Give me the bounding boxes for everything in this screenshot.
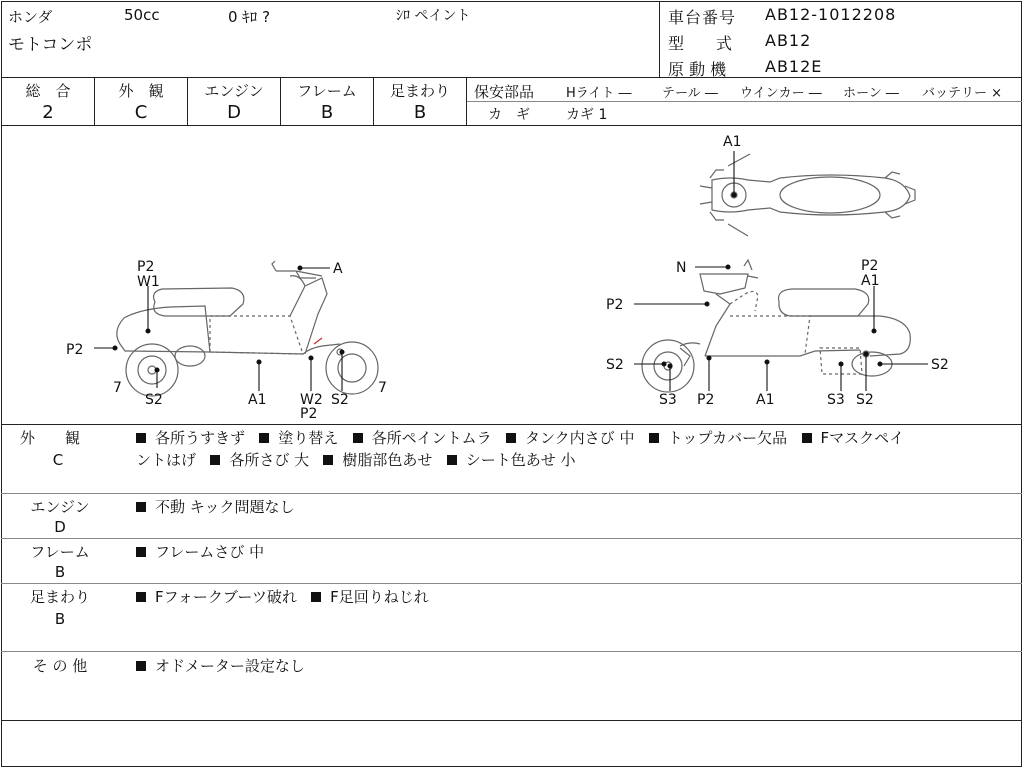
model-name: モトコンポ: [8, 35, 93, 55]
engine-code: AB12E: [765, 57, 823, 76]
frame-no-label: 車台番号: [668, 8, 737, 27]
section-exterior-title: 外 観: [19, 429, 80, 447]
safety-battery: バッテリー ×: [922, 86, 1003, 101]
section-engine-title: エンジン: [30, 498, 90, 516]
grade-suspension-value: B: [413, 102, 427, 123]
label-right-s3a: S3: [659, 392, 677, 408]
safety-tail: テール ―: [662, 86, 718, 101]
label-left-w1: W1: [137, 274, 160, 290]
safety-horn: ホーン ―: [843, 86, 899, 101]
label-top-a1: A1: [723, 134, 742, 150]
label-right-p2-side: P2: [606, 297, 624, 313]
section-engine-grade: D: [54, 518, 66, 536]
label-right-s2-bottom: S2: [856, 392, 874, 408]
label-left-7a: 7: [113, 380, 122, 396]
section-exterior-grade: C: [52, 451, 64, 469]
key-label: カ ギ: [488, 107, 530, 123]
label-left-w2: W2: [300, 392, 323, 408]
section-engine-line1: 不動 キック問題なし: [136, 496, 294, 518]
label-left-p2-top: P2: [137, 259, 155, 275]
section-suspension-title: 足まわり: [29, 588, 90, 606]
section-frame-grade: B: [54, 563, 66, 581]
engine-label: 原 動 機: [668, 60, 727, 79]
label-left-a: A: [333, 261, 343, 277]
section-frame-line1: フレームさび 中: [136, 541, 264, 563]
displacement: 50cc: [124, 6, 160, 24]
grade-frame-value: B: [320, 102, 334, 123]
label-right-a1-top: A1: [861, 273, 880, 289]
scooter-diagram: [0, 126, 1024, 424]
key-value: カギ 1: [566, 107, 608, 123]
maker: ホンダ: [8, 8, 53, 26]
label-right-s2-left: S2: [606, 357, 624, 373]
section-frame-title: フレーム: [30, 543, 90, 561]
grade-exterior-value: C: [134, 102, 148, 123]
label-left-p2-bottom: P2: [300, 406, 318, 422]
grade-exterior-label: 外 観: [118, 82, 164, 100]
section-suspension-grade: B: [54, 610, 66, 628]
model-label: 型 式: [668, 34, 733, 53]
grade-engine-value: D: [227, 102, 241, 123]
section-other-line1: オドメーター設定なし: [136, 655, 305, 677]
label-right-s3b: S3: [827, 392, 845, 408]
grade-frame-label: フレーム: [297, 82, 357, 100]
section-other-title: そ の 他: [32, 657, 88, 675]
grade-engine-label: エンジン: [204, 82, 264, 100]
grade-suspension-label: 足まわり: [389, 82, 450, 100]
label-right-a1-bottom: A1: [756, 392, 775, 408]
safety-headlight: Hライト ―: [566, 86, 632, 101]
label-right-n: N: [676, 260, 687, 276]
section-exterior-line2: ントはげ 各所さび 大 樹脂部色あせ シート色あせ 小: [136, 451, 576, 469]
section-suspension-line1: Fフォークブーツ破れ F足回りねじれ: [136, 586, 429, 608]
mileage: 0 ｷﾛ ?: [228, 8, 271, 26]
grade-total-label: 総 合: [25, 82, 71, 100]
label-left-s2a: S2: [145, 392, 163, 408]
grade-total-value: 2: [42, 102, 54, 123]
label-right-p2-bottom: P2: [697, 392, 715, 408]
model-code: AB12: [765, 31, 812, 50]
safety-label: 保安部品: [474, 83, 535, 101]
color: ｼﾛ ペイント: [396, 8, 471, 24]
label-left-a1: A1: [248, 392, 267, 408]
safety-winker: ウインカー ―: [740, 86, 822, 101]
label-left-s2b: S2: [331, 392, 349, 408]
label-left-7b: 7: [378, 380, 387, 396]
label-left-p2-side: P2: [66, 342, 84, 358]
label-right-p2-top: P2: [861, 258, 879, 274]
frame-no: AB12-1012208: [765, 5, 897, 24]
section-exterior-line1: 各所うすきず 塗り替え 各所ペイントムラ タンク内さび 中 トップカバー欠品 Fマスクペイ: [136, 427, 904, 449]
label-right-s2-right: S2: [931, 357, 949, 373]
